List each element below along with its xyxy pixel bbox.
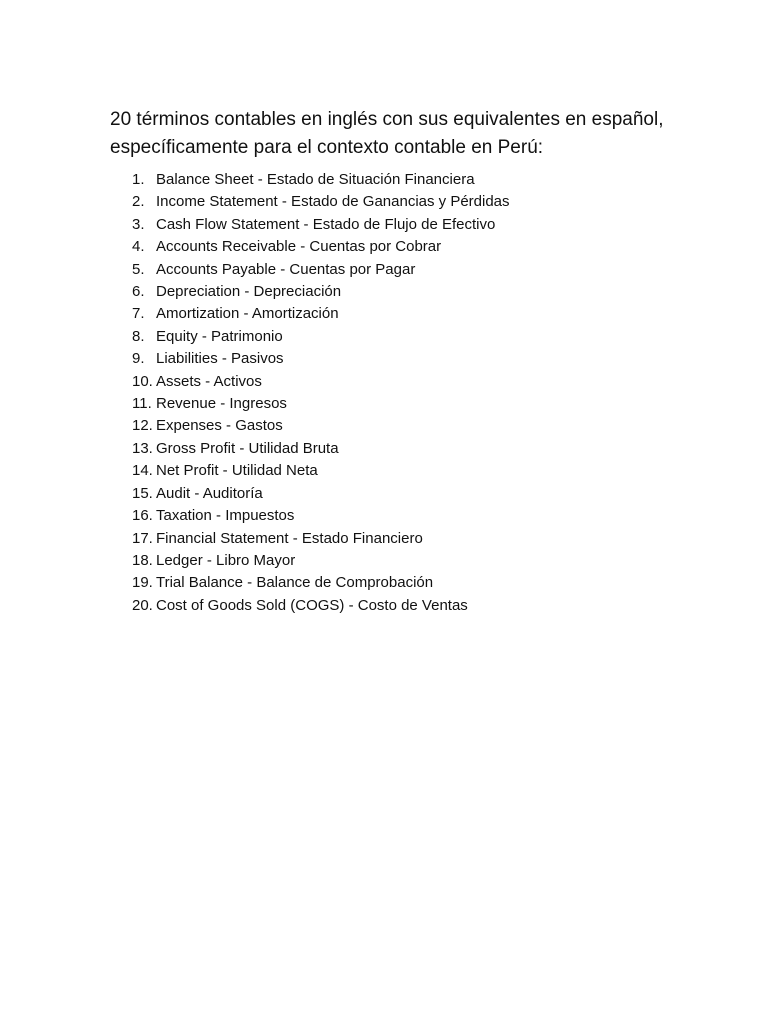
list-item — [132, 460, 510, 482]
list-item — [132, 281, 510, 303]
list-item-number: 1. — [132, 171, 145, 188]
list-item-number: 20. — [132, 596, 153, 614]
terms-list — [132, 169, 510, 617]
list-item — [132, 438, 510, 460]
list-item-text: Taxation - Impuestos — [156, 507, 295, 525]
list-item — [132, 259, 510, 281]
list-item-number: 17. — [132, 529, 153, 547]
list-item — [132, 572, 510, 594]
list-item-text: Cost of Goods Sold (COGS) - Costo de Ventas — [156, 596, 468, 614]
list-item-number: 11. — [132, 395, 152, 413]
list-item-text: Expenses - Gastos — [156, 417, 283, 435]
list-item — [132, 348, 510, 370]
list-item — [132, 326, 510, 348]
list-item-text: Liabilities - Pasivos — [156, 350, 284, 368]
list-item — [132, 415, 510, 437]
intro-line-1: 20 términos contables en inglés con sus equivalentes en español, — [110, 109, 664, 130]
list-item-number: 19. — [132, 574, 153, 592]
list-item-text: Amortization - Amortización — [156, 305, 339, 323]
list-item-number: 9. — [132, 350, 145, 368]
list-item-text: Accounts Receivable - Cuentas por Cobrar — [156, 238, 442, 256]
list-item-number: 12. — [132, 417, 153, 435]
list-item-text: Cash Flow Statement - Estado de Flujo de Efectivo — [156, 215, 496, 233]
list-item — [132, 191, 510, 213]
list-item-text: Equity - Patrimonio — [156, 327, 283, 345]
list-item-number: 8. — [132, 327, 145, 345]
list-item-text: Income Statement - Estado de Ganancias y Pérdidas — [156, 193, 510, 211]
list-item — [132, 169, 510, 191]
list-item-text: Balance Sheet - Estado de Situación Financiera — [156, 171, 475, 188]
list-item-text: Gross Profit - Utilidad Bruta — [156, 439, 339, 457]
list-item-number: 7. — [132, 305, 145, 323]
list-item — [132, 236, 510, 258]
list-item-text: Depreciation - Depreciación — [156, 283, 342, 301]
list-item-text: Accounts Payable - Cuentas por Pagar — [156, 260, 416, 278]
list-item — [132, 528, 510, 550]
list-item-text: Audit - Auditoría — [156, 484, 263, 502]
list-item-number: 14. — [132, 462, 153, 480]
list-item-number: 15. — [132, 484, 153, 502]
list-item-number: 6. — [132, 283, 145, 301]
list-item — [132, 303, 510, 325]
list-item-number: 4. — [132, 238, 145, 256]
list-item — [132, 483, 510, 505]
intro-paragraph — [110, 106, 710, 162]
list-item-number: 2. — [132, 193, 145, 211]
list-item — [132, 550, 510, 572]
list-item — [132, 505, 510, 527]
list-item-text: Financial Statement - Estado Financiero — [156, 529, 423, 547]
list-item-number: 18. — [132, 551, 153, 569]
list-item-text: Revenue - Ingresos — [156, 395, 287, 413]
list-item-number: 16. — [132, 507, 153, 525]
list-item-text: Net Profit - Utilidad Neta — [156, 462, 318, 480]
list-item-number: 13. — [132, 439, 153, 457]
list-item-text: Trial Balance - Balance de Comprobación — [156, 574, 434, 592]
list-item-text: Assets - Activos — [156, 372, 262, 390]
list-item-number: 10. — [132, 372, 153, 390]
list-item-number: 3. — [132, 215, 145, 233]
list-item-number: 5. — [132, 260, 145, 278]
intro-line-2: específicamente para el contexto contable en Perú: — [110, 137, 544, 158]
list-item — [132, 371, 510, 393]
list-item — [132, 214, 510, 236]
list-item — [132, 393, 510, 415]
list-item — [132, 595, 510, 617]
list-item-text: Ledger - Libro Mayor — [156, 551, 296, 569]
